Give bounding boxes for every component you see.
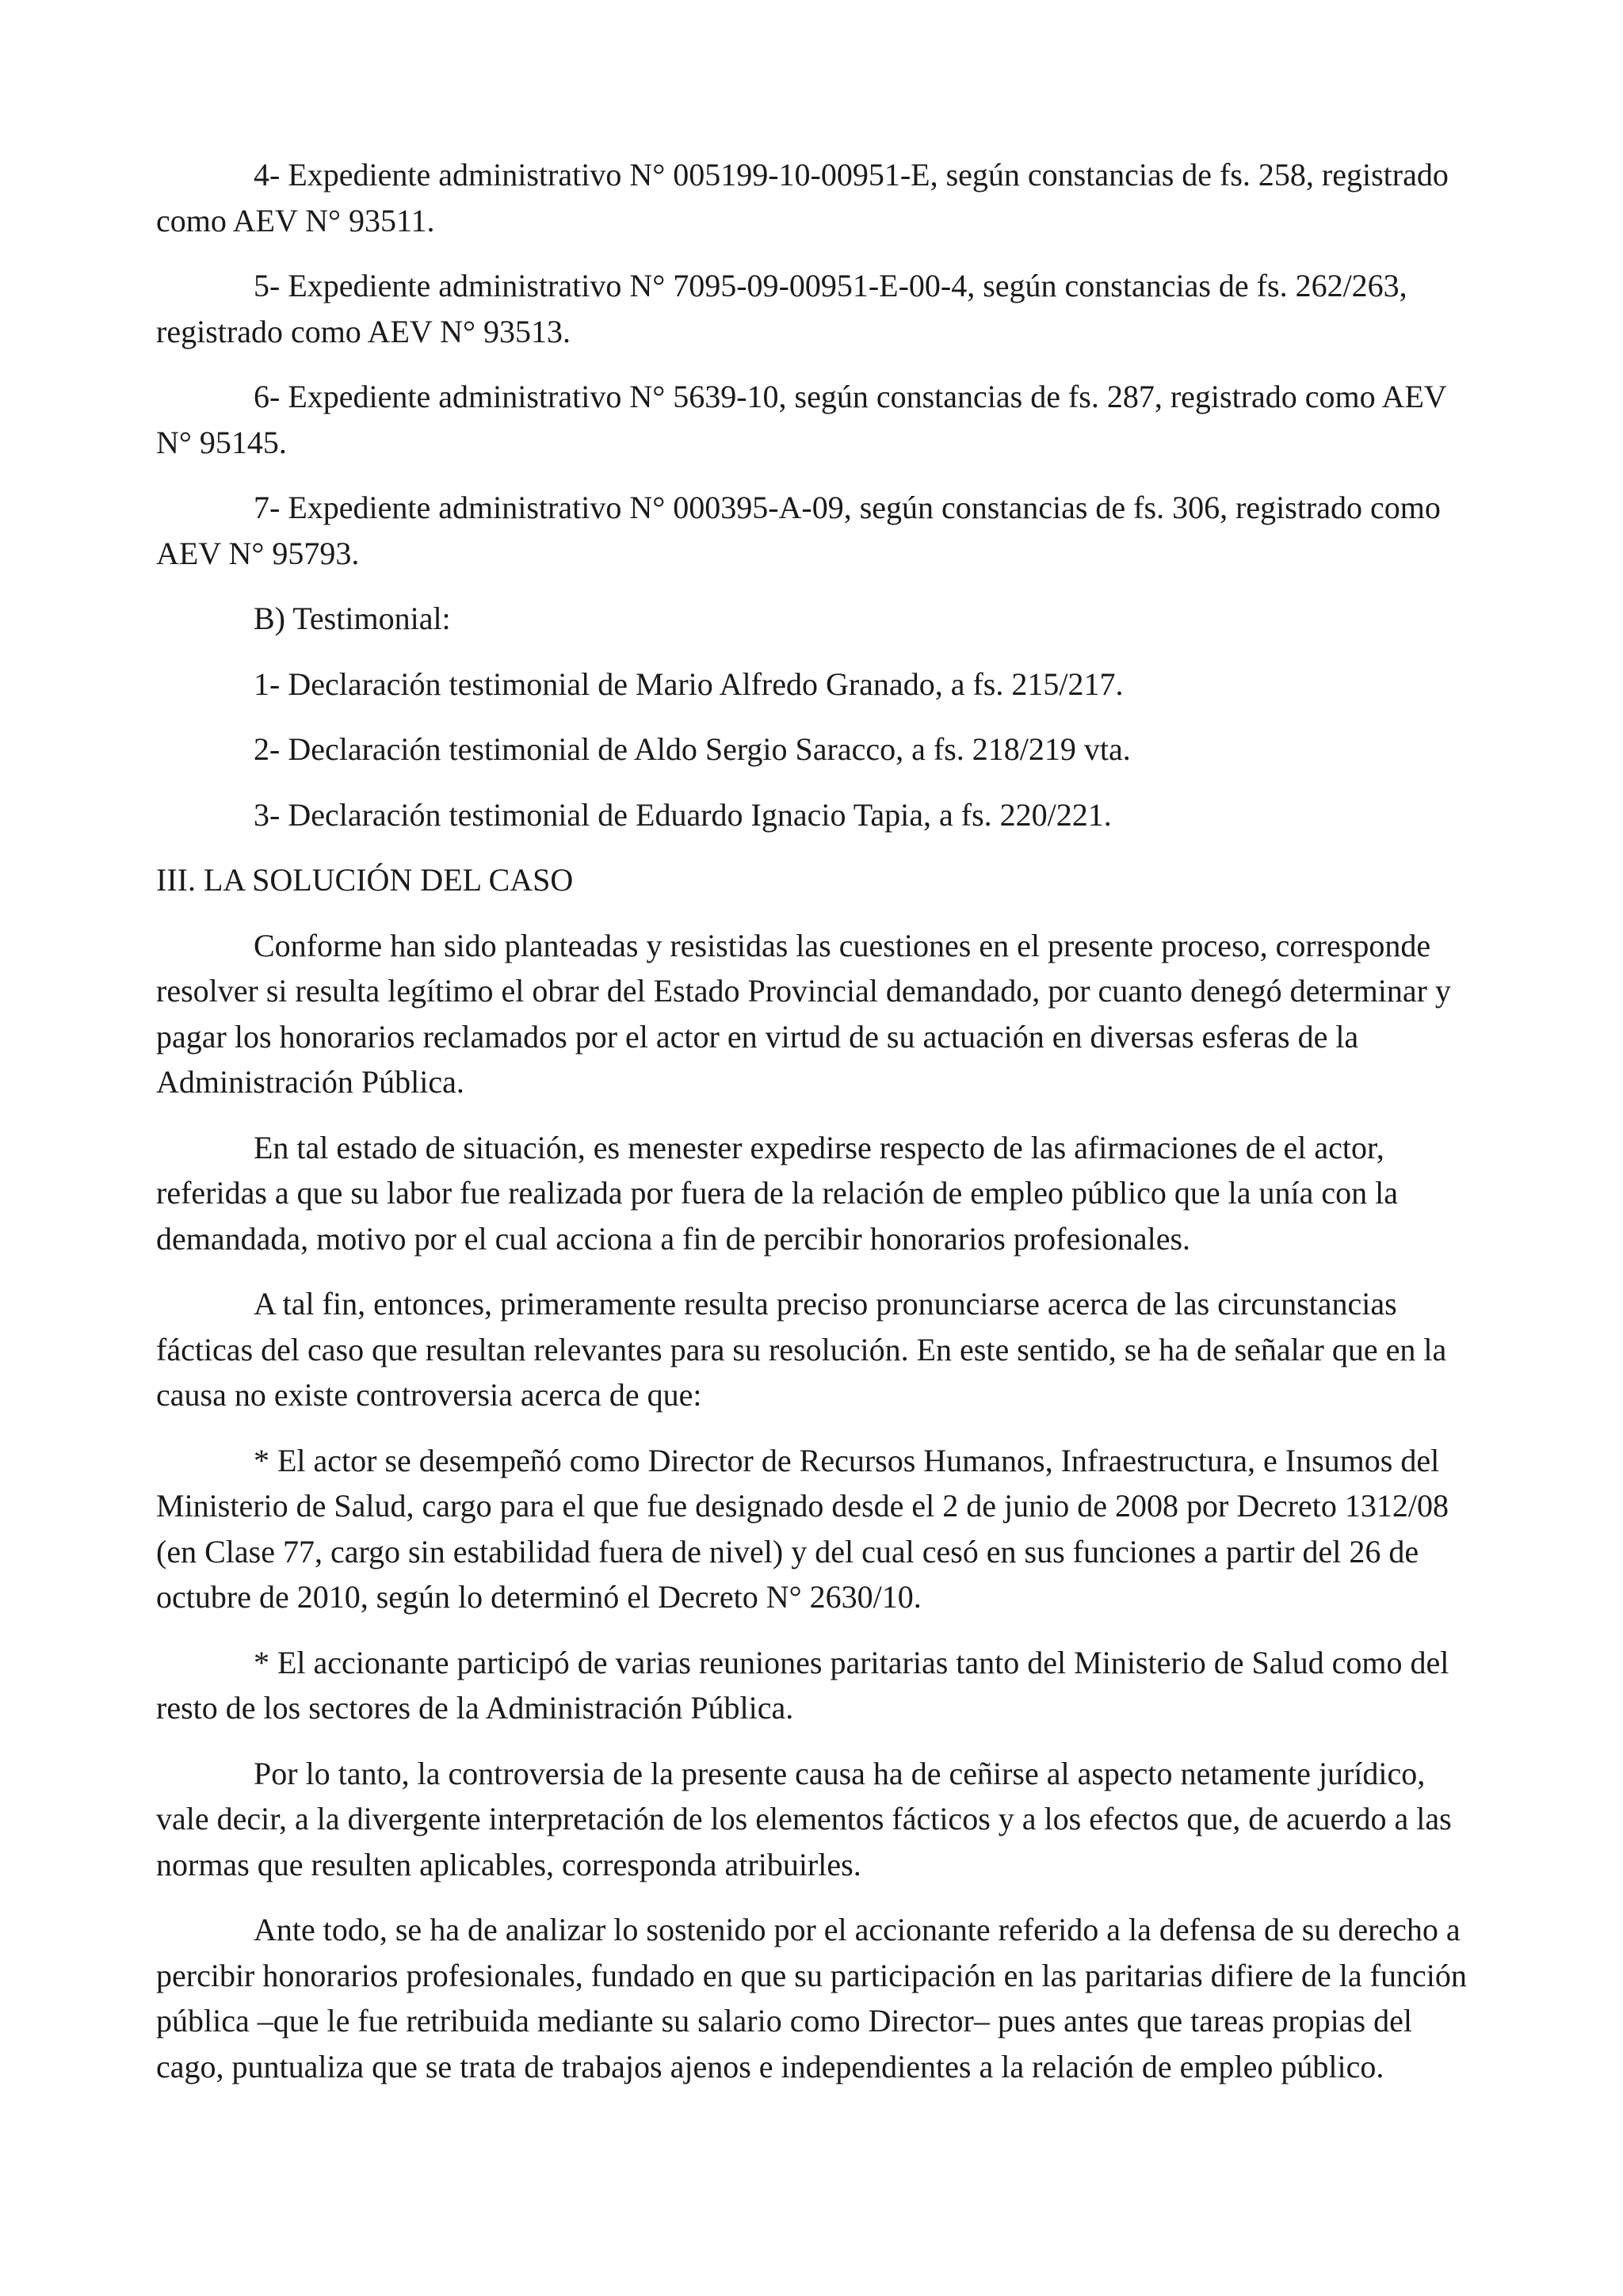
paragraph-body: En tal estado de situación, es menester expedirse respecto de las afirmaciones de el actor, referidas a que su labor fue realizada por fuera de la relación de empleo público que la unía con la demandada, motivo por el cual acciona a fin de percibir honorarios profesionales. [156, 1129, 1399, 1257]
paragraph-bullet-item: * El actor se desempeñó como Director de Recursos Humanos, Infraestructura, e Insumos del Ministerio de Salud, cargo para el que fue designado desde el 2 de junio de 2008 por Decreto 1312/08 (en Clase 77, cargo sin estabilidad fuera de nivel) y del cual cesó en sus funciones a partir del 26 de octubre de 2010, según lo determinó el Decreto N° 2630/10. [156, 1442, 1449, 1615]
paragraph-expediente-7: 7- Expediente administrativo N° 000395-A-09, según constancias de fs. 306, registrado como AEV N° 95793. [156, 490, 1441, 571]
paragraph-body: Por lo tanto, la controversia de la presente causa ha de ceñirse al aspecto netamente jurídico, vale decir, a la divergente interpretación de los elementos fácticos y a los efectos que, de acuerdo a las normas que resulten aplicables, corresponda atribuirles. [156, 1755, 1452, 1882]
section-heading: III. LA SOLUCIÓN DEL CASO [156, 862, 574, 898]
paragraph-body: Conforme han sido planteadas y resistidas las cuestiones en el presente proceso, corresponde resolver si resulta legítimo el obrar del Estado Provincial demandado, por cuanto denegó determinar y pagar los honorarios reclamados por el actor en virtud de su actuación en diversas esferas de la Administración Pública. [156, 927, 1451, 1100]
paragraph-expediente-5: 5- Expediente administrativo N° 7095-09-00951-E-00-4, según constancias de fs. 262/263, registrado como AEV N° 93513. [156, 268, 1407, 349]
paragraph-testimonial-1: 1- Declaración testimonial de Mario Alfredo Granado, a fs. 215/217. [254, 666, 1124, 702]
paragraph-bullet-item: * El accionante participó de varias reuniones paritarias tanto del Ministerio de Salud como del resto de los sectores de la Administración Pública. [156, 1644, 1449, 1726]
paragraph-expediente-4: 4- Expediente administrativo N° 005199-10-00951-E, según constancias de fs. 258, registrado como AEV N° 93511. [156, 157, 1449, 238]
paragraph-testimonial-3: 3- Declaración testimonial de Eduardo Ignacio Tapia, a fs. 220/221. [254, 796, 1112, 833]
subheading-testimonial: B) Testimonial: [254, 601, 451, 636]
paragraph-testimonial-2: 2- Declaración testimonial de Aldo Sergio Saracco, a fs. 218/219 vta. [254, 731, 1131, 767]
paragraph-expediente-6: 6- Expediente administrativo N° 5639-10, según constancias de fs. 287, registrado como AEV N° 95145. [156, 379, 1446, 460]
paragraph-body: A tal fin, entonces, primeramente resulta preciso pronunciarse acerca de las circunstancias fácticas del caso que resultan relevantes para su resolución. En este sentido, se ha de señalar que en la causa no existe controversia acerca de que: [156, 1286, 1447, 1413]
paragraph-body: Ante todo, se ha de analizar lo sostenido por el accionante referido a la defensa de su derecho a percibir honorarios profesionales, fundado en que su participación en las paritarias difiere de la función pública –que le fue retribuida mediante su salario como Director– pues antes que tareas propias del cago, puntualiza que se trata de trabajos ajenos e independientes a la relación de empleo público. [156, 1912, 1467, 2084]
